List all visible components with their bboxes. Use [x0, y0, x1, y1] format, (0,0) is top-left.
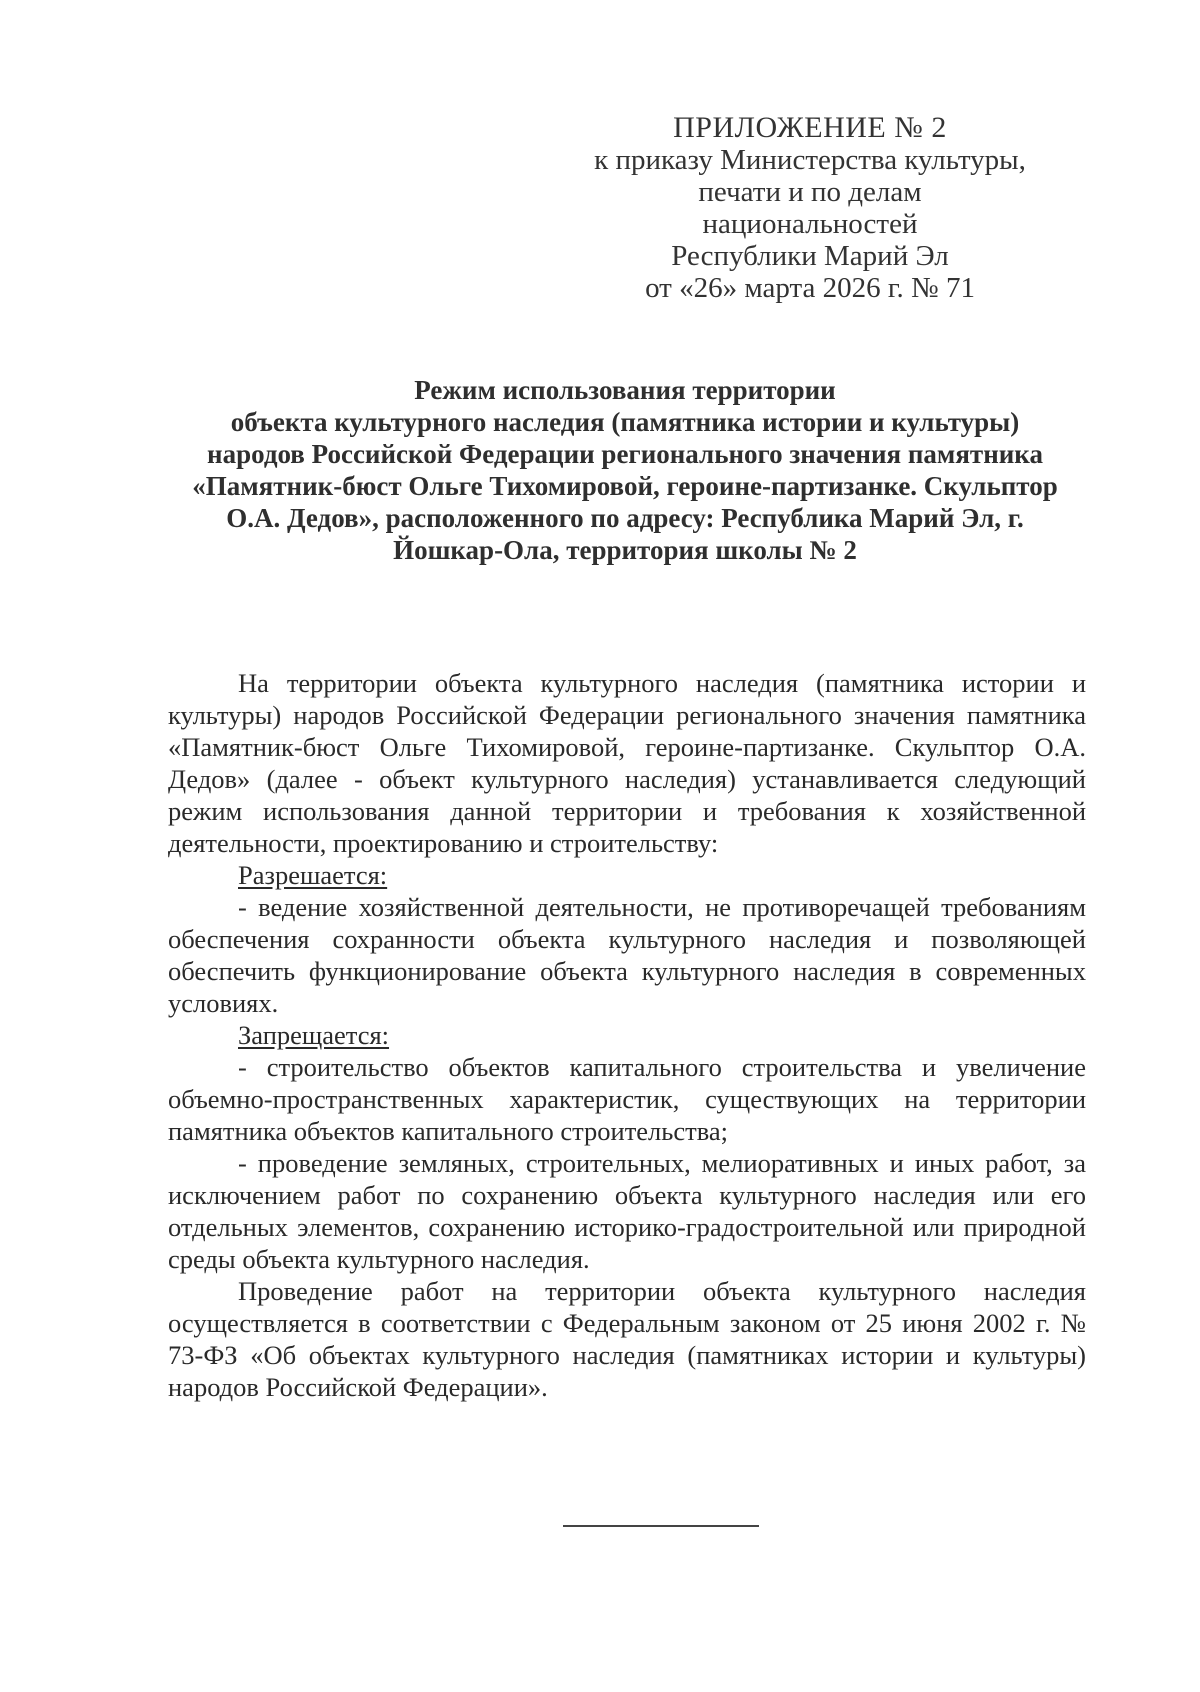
closing-paragraph: Проведение работ на территории объекта культурного наследия осуществляется в соответствии с Федеральным законом от 25 июня 2002 г. № 73-ФЗ «Об объектах культурного наследия (памятниках истории и культуры) народов Российской Федерации».	[168, 1276, 1086, 1402]
document-title	[155, 374, 1095, 566]
annex-header	[590, 112, 1030, 304]
annex-title: ПРИЛОЖЕНИЕ № 2	[673, 111, 947, 144]
title-line: «Памятник-бюст Ольге Тихомировой, героине-партизанке. Скульптор	[192, 471, 1058, 501]
title-line: народов Российской Федерации регионального значения памятника	[207, 439, 1043, 469]
annex-line: печати и по делам национальностей	[698, 176, 922, 240]
document-body	[168, 667, 1086, 1403]
end-divider	[563, 1525, 759, 1527]
title-line: Йошкар-Ола, территория школы № 2	[393, 535, 857, 565]
annex-date-line: от «26» марта 2026 г. № 71	[645, 272, 975, 304]
allowed-item: - ведение хозяйственной деятельности, не противоречащей требованиям обеспечения сохранности объекта культурного наследия и позволяющей обеспечить функционирование объекта культурного наследия в современных условиях.	[168, 892, 1086, 1018]
title-line: Режим использования территории	[414, 375, 836, 405]
annex-line: к приказу Министерства культуры,	[594, 144, 1026, 176]
forbidden-heading: Запрещается:	[238, 1020, 390, 1050]
intro-paragraph: На территории объекта культурного наследия (памятника истории и культуры) народов Российской Федерации регионального значения памятника «Памятник-бюст Ольге Тихомировой, героине-партизанке. Скульптор О.А. Дедов» (далее - объект культурного наследия) устанавливается следующий режим использования данной территории и требования к хозяйственной деятельности, проектированию и строительству:	[168, 668, 1086, 858]
allowed-heading: Разрешается:	[238, 860, 388, 890]
title-line: О.А. Дедов», расположенного по адресу: Республика Марий Эл, г.	[226, 503, 1024, 533]
annex-line: Республики Марий Эл	[671, 240, 949, 272]
title-line: объекта культурного наследия (памятника истории и культуры)	[230, 407, 1020, 437]
forbidden-item: - проведение земляных, строительных, мелиоративных и иных работ, за исключением работ по сохранению объекта культурного наследия или его отдельных элементов, сохранению историко-градостроительной или природной среды объекта культурного наследия.	[168, 1148, 1086, 1274]
forbidden-item: - строительство объектов капитального строительства и увеличение объемно-пространственных характеристик, существующих на территории памятника объектов капитального строительства;	[168, 1052, 1086, 1146]
